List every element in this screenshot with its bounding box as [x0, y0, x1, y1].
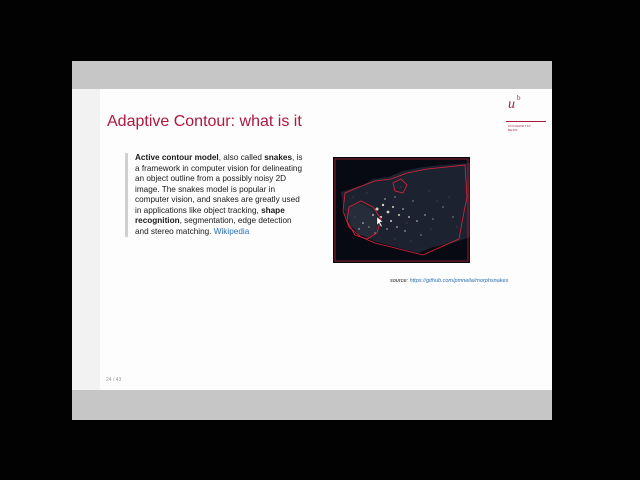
- quote-text-3: , segmentation, edge detection and stereo matching.: [135, 216, 292, 236]
- logo-text-bern: BERN: [508, 128, 518, 132]
- europe-night-lights-map: [333, 157, 470, 263]
- slide-left-margin: [72, 89, 100, 390]
- logo-rule: [506, 121, 546, 122]
- image-source-caption: [390, 278, 508, 284]
- europe-night-map-image: [333, 157, 470, 263]
- page-number: 24 / 43: [106, 377, 122, 383]
- university-logo: [500, 94, 548, 133]
- source-label: source:: [390, 278, 410, 284]
- logo-mark: u: [508, 97, 515, 112]
- slide-title: Adaptive Contour: what is it: [107, 113, 302, 130]
- slide-top-band: [72, 61, 552, 89]
- logo-superscript: b: [517, 94, 521, 102]
- quote-alias: snakes: [264, 153, 293, 162]
- quote-text-1: , also called: [218, 153, 265, 162]
- wikipedia-link[interactable]: Wikipedia: [213, 226, 250, 236]
- logo-text-university: UNIVERSITÄT: [508, 124, 532, 128]
- presentation-slide: [100, 89, 552, 390]
- source-link[interactable]: https://github.com/pmneila/morphsnakes: [409, 278, 509, 284]
- quote-term: Active contour model: [135, 153, 219, 162]
- quote-text-2: , is a framework in computer vision for delineating an object outline from a possibly noisy 2D image. The snakes model is popular in computer vision, and snakes are greatly used in applications like object tracking,: [135, 153, 303, 215]
- wikipedia-quote: [125, 153, 305, 237]
- slide-bottom-band: [72, 390, 552, 420]
- quote-bold-2: shape recognition: [135, 205, 285, 225]
